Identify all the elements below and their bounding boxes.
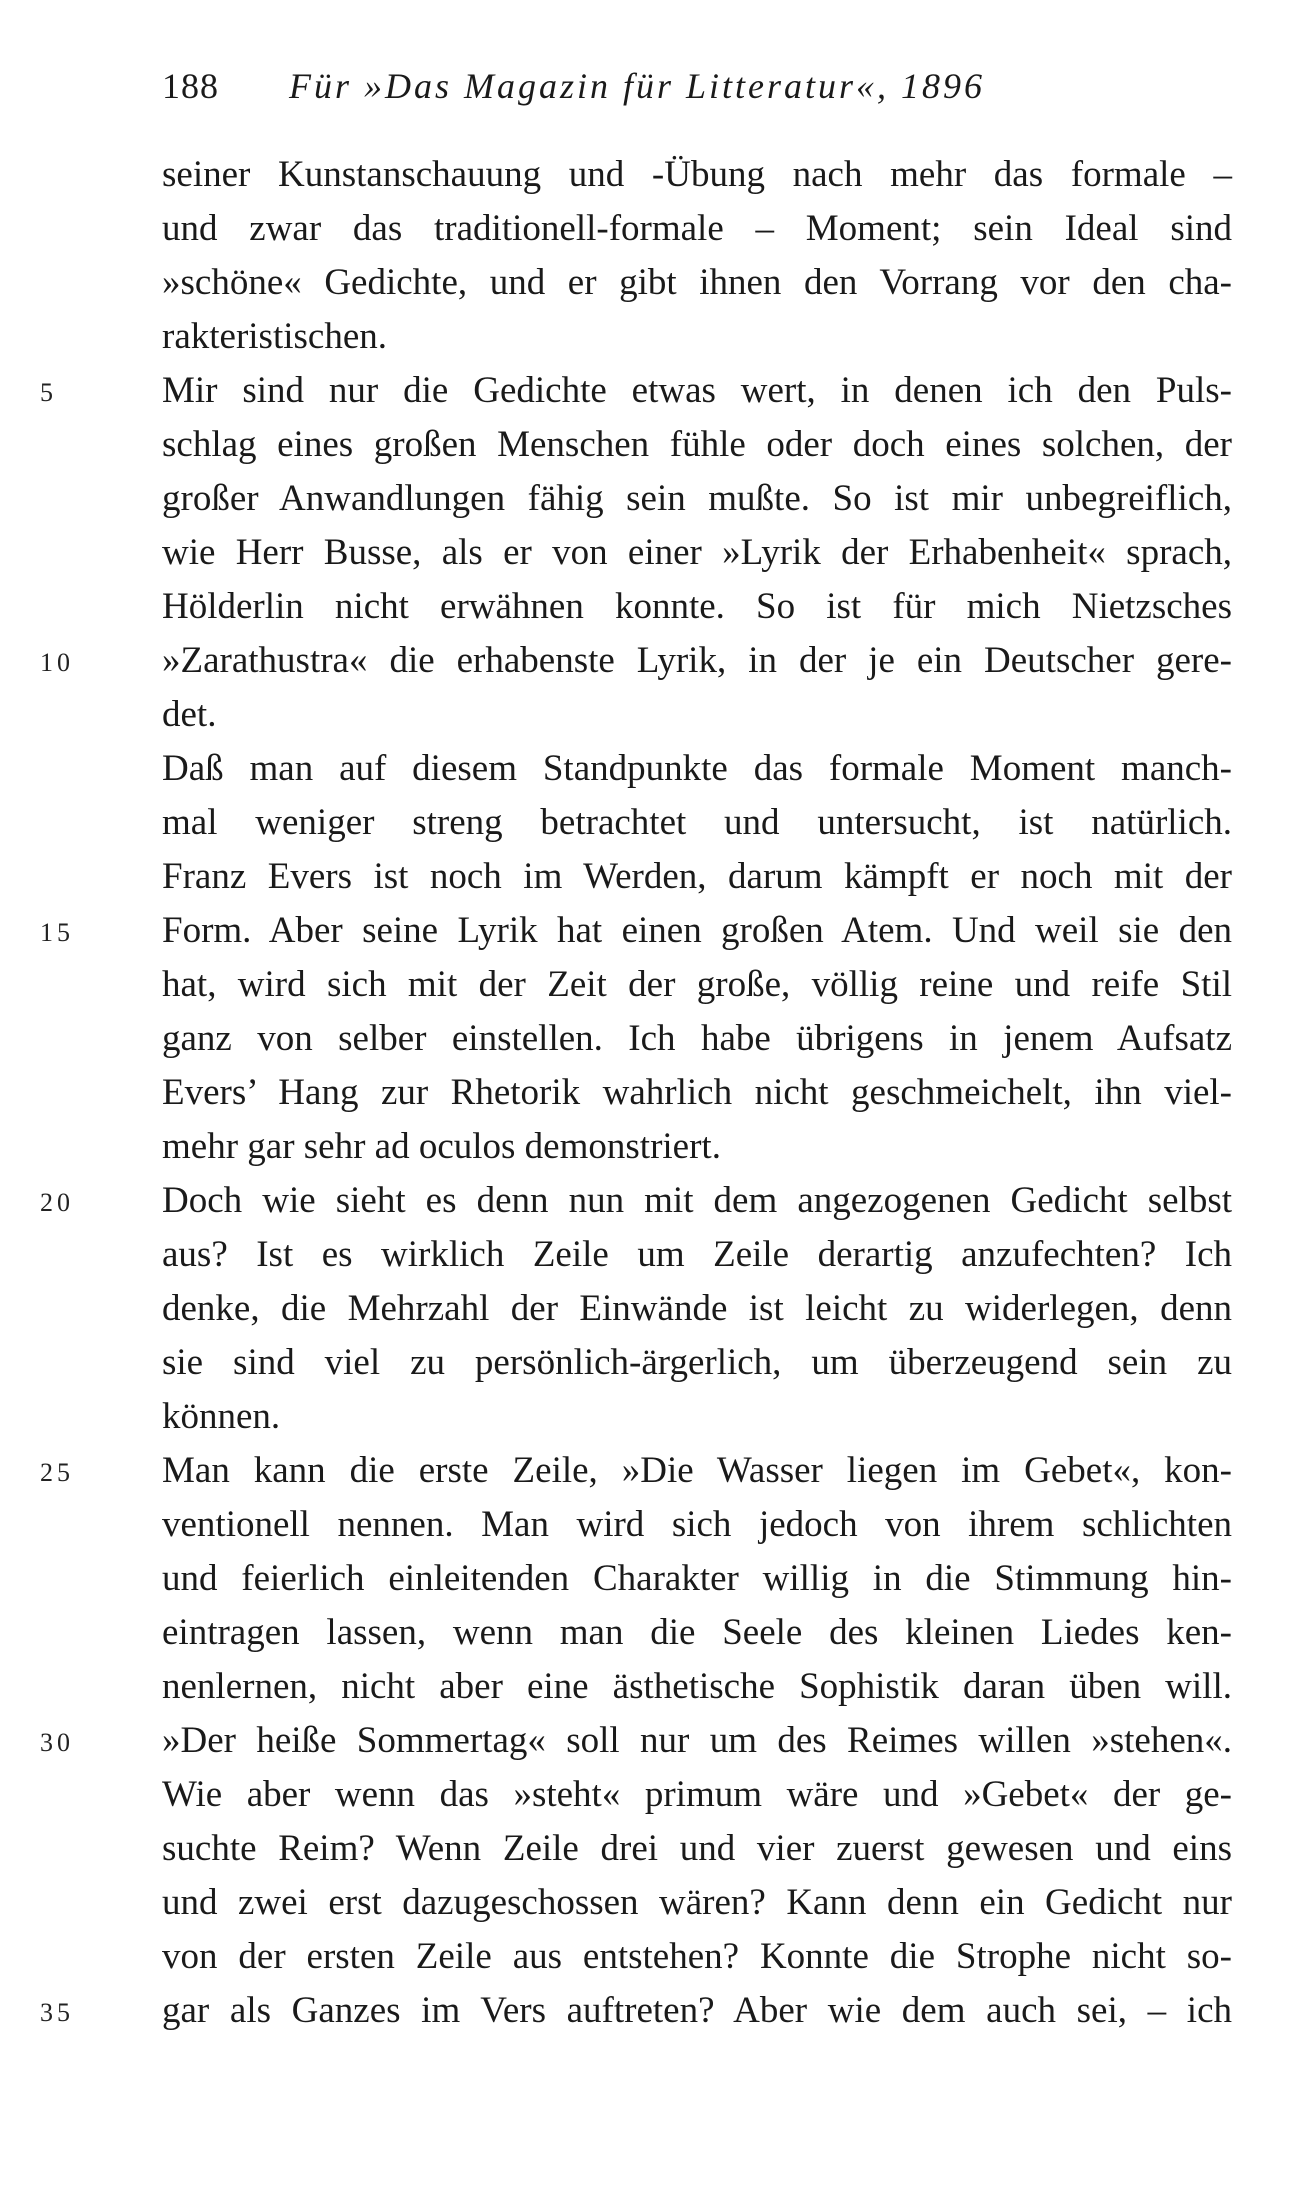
line-text: großer Anwandlungen fähig sein mußte. So ist mir unbegreiflich, [162,478,1232,519]
text-line [162,958,1232,1012]
text-line [162,472,1232,526]
line-text: und zwar das traditionell-formale – Moment; sein Ideal sind [162,208,1232,249]
line-text: »schöne« Gedichte, und er gibt ihnen den Vorrang vor den cha- [162,262,1232,303]
text-line [162,1552,1232,1606]
line-number: 30 [40,1728,74,1757]
line-text: Mir sind nur die Gedichte etwas wert, in denen ich den Puls- [162,370,1232,411]
text-line [162,526,1232,580]
text-line [40,1444,1232,1498]
text-line [40,1984,1232,2038]
line-text: sie sind viel zu persönlich-ärgerlich, um überzeugend sein zu [162,1342,1232,1383]
line-number: 10 [40,648,74,677]
line-text: eintragen lassen, wenn man die Seele des kleinen Liedes ken- [162,1612,1232,1653]
line-number: 25 [40,1458,74,1487]
line-text: mal weniger streng betrachtet und untersucht, ist natürlich. [162,802,1232,843]
page-header [162,62,1232,110]
text-line [162,580,1232,634]
line-text: »Zarathustra« die erhabenste Lyrik, in der je ein Deutscher gere- [162,640,1232,681]
page-number: 188 [162,66,219,106]
text-line [162,742,1232,796]
line-text: denke, die Mehrzahl der Einwände ist leicht zu widerlegen, denn [162,1288,1232,1329]
line-text: suchte Reim? Wenn Zeile drei und vier zuerst gewesen und eins [162,1828,1232,1869]
text-line [40,904,1232,958]
line-text: Franz Evers ist noch im Werden, darum kämpft er noch mit der [162,856,1232,897]
text-line [162,1498,1232,1552]
text-line [162,688,1232,742]
text-line [40,634,1232,688]
text-line [162,1660,1232,1714]
text-line [40,1174,1232,1228]
line-text: Form. Aber seine Lyrik hat einen großen Atem. Und weil sie den [162,910,1232,951]
text-line [162,850,1232,904]
line-text: ventionell nennen. Man wird sich jedoch von ihrem schlichten [162,1504,1232,1545]
line-text: Wie aber wenn das »steht« primum wäre und »Gebet« der ge- [162,1774,1232,1815]
text-line [162,1336,1232,1390]
text-line [162,1066,1232,1120]
line-number: 15 [40,918,74,947]
text-line [162,1228,1232,1282]
line-text: und feierlich einleitenden Charakter willig in die Stimmung hin- [162,1558,1232,1599]
text-line [40,1714,1232,1768]
line-text: hat, wird sich mit der Zeit der große, völlig reine und reife Stil [162,964,1232,1005]
line-text: ganz von selber einstellen. Ich habe übrigens in jenem Aufsatz [162,1018,1232,1059]
line-text: aus? Ist es wirklich Zeile um Zeile derartig anzufechten? Ich [162,1234,1232,1275]
text-line [162,256,1232,310]
line-text: und zwei erst dazugeschossen wären? Kann denn ein Gedicht nur [162,1882,1232,1923]
text-line [162,202,1232,256]
line-text: rakteristischen. [162,316,387,357]
line-text: seiner Kunstanschauung und -Übung nach mehr das formale – [162,154,1232,195]
line-text: Man kann die erste Zeile, »Die Wasser liegen im Gebet«, kon- [162,1450,1232,1491]
line-text: wie Herr Busse, als er von einer »Lyrik der Erhabenheit« sprach, [162,532,1232,573]
line-text: nenlernen, nicht aber eine ästhetische Sophistik daran üben will. [162,1666,1232,1707]
line-number: 35 [40,1998,74,2027]
text-line [162,1282,1232,1336]
line-text: schlag eines großen Menschen fühle oder doch eines solchen, der [162,424,1232,465]
line-text: Doch wie sieht es denn nun mit dem angezogenen Gedicht selbst [162,1180,1232,1221]
text-line [162,1876,1232,1930]
line-number: 20 [40,1188,74,1217]
line-text: Hölderlin nicht erwähnen konnte. So ist für mich Nietzsches [162,586,1232,627]
line-text: gar als Ganzes im Vers auftreten? Aber wie dem auch sei, – ich [162,1990,1232,2031]
running-title: Für »Das Magazin für Litteratur«, 1896 [289,66,986,106]
line-text: von der ersten Zeile aus entstehen? Konnte die Strophe nicht so- [162,1936,1232,1977]
text-line [162,1822,1232,1876]
text-line [162,310,1232,364]
text-line [162,1606,1232,1660]
line-text: können. [162,1396,281,1437]
text-line [162,1930,1232,1984]
text-line [162,1012,1232,1066]
line-number: 5 [40,378,57,407]
line-text: Daß man auf diesem Standpunkte das formale Moment manch- [162,748,1232,789]
text-line [162,148,1232,202]
line-text: det. [162,694,217,735]
text-line [162,796,1232,850]
line-text: mehr gar sehr ad oculos demonstriert. [162,1126,721,1167]
text-line [162,1768,1232,1822]
text-line [162,418,1232,472]
line-text: »Der heiße Sommertag« soll nur um des Reimes willen »stehen«. [162,1720,1232,1761]
text-line [162,1390,1232,1444]
text-line [162,1120,1232,1174]
text-line [40,364,1232,418]
body-text [40,148,1232,2038]
line-text: Evers’ Hang zur Rhetorik wahrlich nicht geschmeichelt, ihn viel- [162,1072,1232,1113]
